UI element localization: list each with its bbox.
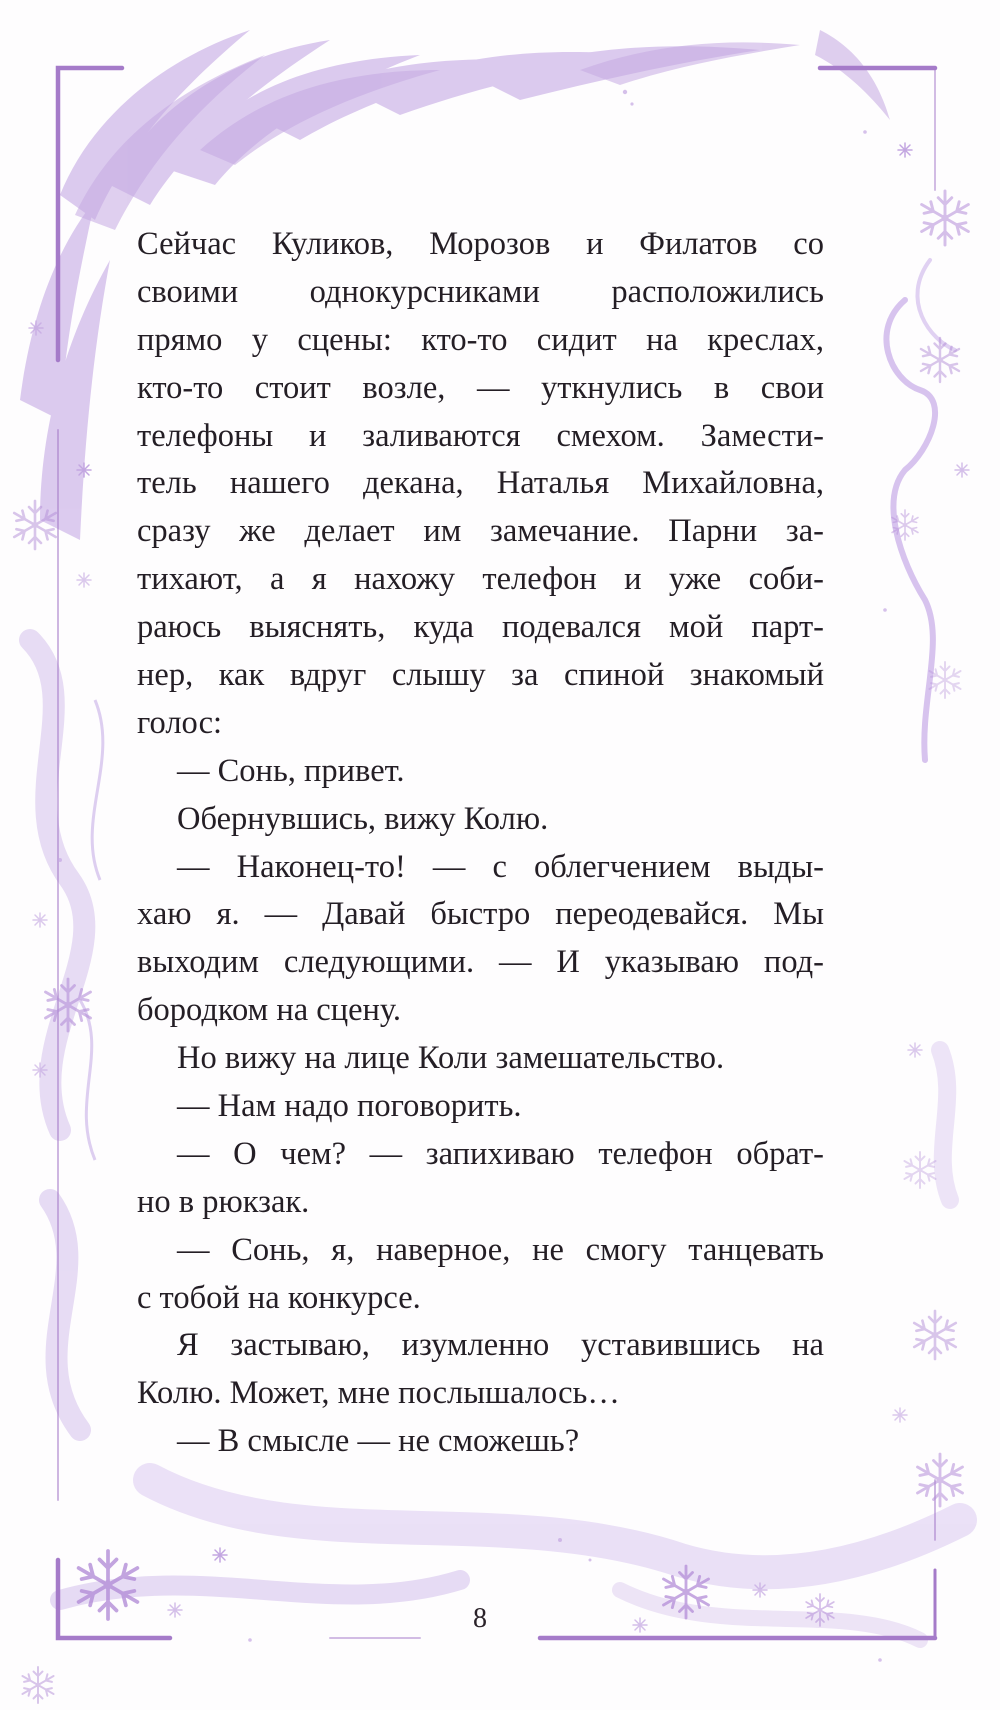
- text-line: Но вижу на лице Коли замешательство.: [177, 1040, 725, 1077]
- text-line: своими однокурсниками расположились: [137, 273, 824, 310]
- text-line: раюсь выяснять, куда подевался мой парт-: [137, 609, 824, 646]
- text-line: — В смысле — не сможешь?: [177, 1423, 580, 1460]
- text-line: Сейчас Куликов, Морозов и Филатов со: [137, 226, 824, 262]
- text-line: телефоны и заливаются смехом. Замести-: [137, 417, 824, 454]
- text-line: с тобой на конкурсе.: [137, 1279, 421, 1316]
- text-line: кто-то стоит возле, — уткнулись в свои: [137, 369, 824, 406]
- page-text: [137, 221, 824, 1466]
- text-line: бородком на сцену.: [137, 992, 402, 1029]
- text-line: тихают, а я нахожу телефон и уже соби-: [137, 561, 824, 598]
- text-line: нер, как вдруг слышу за спиной знакомый: [137, 657, 824, 694]
- text-line: — Наконец-то! — с облегчением выды-: [177, 848, 824, 885]
- text-line: голос:: [137, 704, 223, 741]
- text-line: Я застываю, изумленно уставившись на: [177, 1327, 824, 1364]
- text-line: сразу же делает им замечание. Парни за-: [137, 513, 824, 550]
- text-line: Обернувшись, вижу Колю.: [177, 800, 549, 837]
- text-line: хаю я. — Давай быстро переодевайся. Мы: [137, 896, 824, 933]
- text-line: тель нашего декана, Наталья Михайловна,: [137, 465, 824, 502]
- text-line: — Нам надо поговорить.: [177, 1088, 522, 1125]
- text-line: Колю. Может, мне послышалось…: [137, 1375, 620, 1412]
- text-line: — Сонь, я, наверное, не смогу танцевать: [177, 1231, 824, 1268]
- page-number: 8: [473, 1603, 487, 1634]
- text-line: но в рюкзак.: [137, 1183, 310, 1220]
- text-line: — Сонь, привет.: [177, 752, 405, 789]
- text-line: выходим следующими. — И указываю под-: [137, 944, 824, 981]
- text-line: прямо у сцены: кто-то сидит на креслах,: [137, 321, 824, 358]
- text-line: — О чем? — запихиваю телефон обрат-: [177, 1135, 824, 1172]
